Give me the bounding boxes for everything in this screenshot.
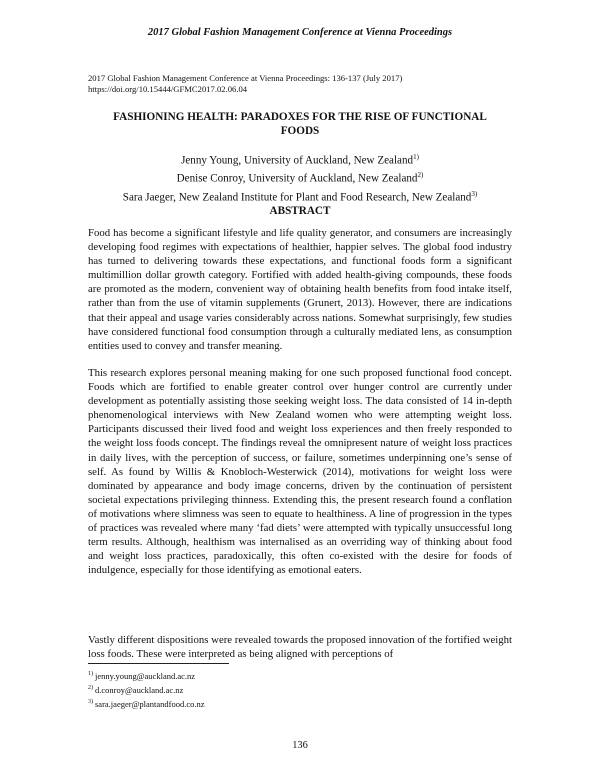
author-name: Jenny Young, University of Auckland, New Zealand <box>181 154 414 167</box>
paper-title: FASHIONING HEALTH: PARADOXES FOR THE RISE OF FUNCTIONAL FOODS <box>113 111 487 137</box>
footnotes <box>88 668 512 710</box>
citation-line: 2017 Global Fashion Management Conference at Vienna Proceedings: 136-137 (July 2017) <box>88 73 403 83</box>
footnote-email[interactable]: jenny.young@auckland.ac.nz <box>95 670 196 681</box>
abstract-paragraph: Vastly different dispositions were revealed towards the proposed innovation of the fortified weight loss foods. These were interpreted as being aligned with perceptions of <box>88 634 512 661</box>
author-list <box>88 150 512 205</box>
abstract-paragraph: Food has become a significant lifestyle and life quality generator, and consumers are increasingly developing food regimes with expectations of healthier, happier selves. The global food industry has turned to delivering towards these expectations, and functional foods form a significant multimillion dollar growth category. Fortified with added health-giving compounds, these foods are promoted as the modern, convenient way of obtaining health benefits from food intake itself, rather than from the use of vitamin supplements (Grunert, 2013). However, there are indications that their appeal and usage varies considerably across nations. Somewhat surprisingly, few studies have considered functional food consumption through a culturally mediated lens, as consumption entities used to convey and transfer meaning. <box>88 227 512 352</box>
footnote-mark: 1) <box>413 153 419 161</box>
footnote-email[interactable]: d.conroy@auckland.ac.nz <box>95 684 184 695</box>
doi-link[interactable]: https://doi.org/10.15444/GFMC2017.02.06.04 <box>88 84 248 94</box>
author-line <box>88 150 512 168</box>
footnote-mark: 3) <box>471 189 478 198</box>
author-line <box>88 168 512 186</box>
abstract-heading: ABSTRACT <box>269 205 331 217</box>
footnote-divider <box>88 663 229 664</box>
page-number: 136 <box>292 740 308 751</box>
running-head: 2017 Global Fashion Management Conference at Vienna Proceedings <box>147 27 453 38</box>
footnote <box>88 682 512 696</box>
footnote <box>88 668 512 682</box>
footnote <box>88 696 512 710</box>
footnote-mark: 1) <box>88 671 93 677</box>
author-line <box>88 187 512 205</box>
abstract-paragraph: This research explores personal meaning making for one such proposed functional food concept. Foods which are fortified to enable greater control over hunger control are currently under development as potentially assisting those seeking weight loss. The data consisted of 14 in-depth phenomenological interviews with New Zealand women who were attempting weight loss. Participants discussed their lived food and weight loss experiences and then freely responded to the weight loss foods concept. The findings reveal the omnipresent nature of weight loss practices in daily lives, with the perception of success, or failure, sometimes underpinning one’s sense of self. As found by Willis & Knobloch-Westerwick (2014), motivations for weight loss were dominated by appearance and body image concerns, driven by the continuation of persistent societal expectations privileging thinness. Extending this, the present research found a conflation of motivations where slimness was seen to equate to healthiness. A line of progression in the types of practices was revealed where many ‘fad diets’ were attempted with typically unsuccessful long term results. Although, healthism was internalised as an overriding way of thinking about food and weight loss practices, paradoxically, this often co-existed with the desire for foods of indulgence, especially for those identifying as emotional eaters. <box>88 367 512 577</box>
footnote-mark: 2) <box>88 685 93 692</box>
author-name: Sara Jaeger, New Zealand Institute for Plant and Food Research, New Zealand <box>122 191 472 204</box>
footnote-email[interactable]: sara.jaeger@plantandfood.co.nz <box>95 698 205 709</box>
footnote-mark: 2) <box>417 171 424 180</box>
footnote-mark: 3) <box>88 699 93 706</box>
citation-block <box>88 73 528 95</box>
author-name: Denise Conroy, University of Auckland, New Zealand <box>176 172 418 185</box>
